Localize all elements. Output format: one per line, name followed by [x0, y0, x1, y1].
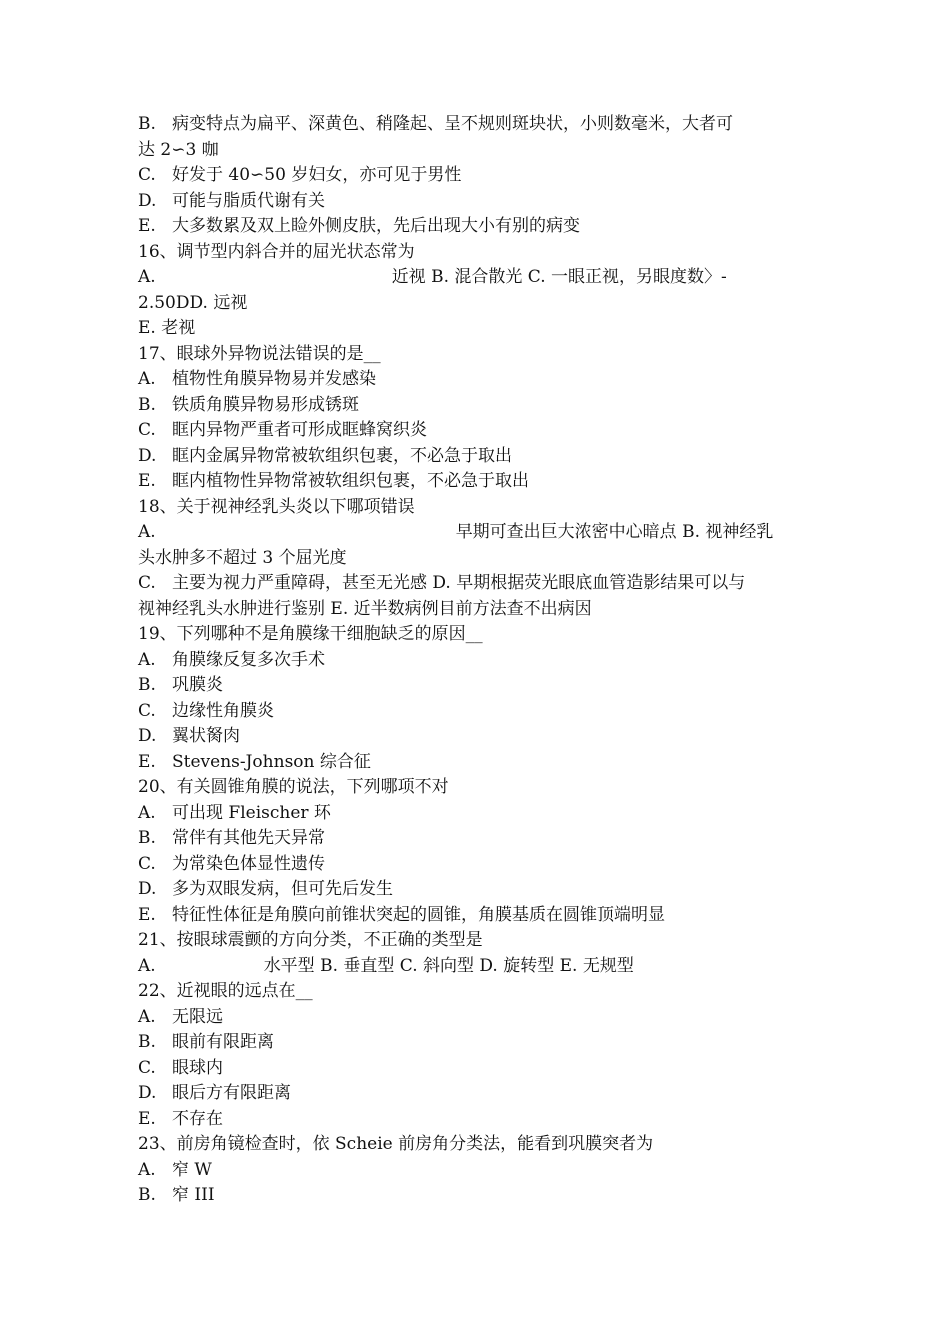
q18-options-line1: A. 早期可查出巨大浓密中心暗点 B. 视神经乳: [138, 522, 774, 542]
q20-option-a: A. 可出现 Fleischer 环: [138, 802, 331, 823]
q19-option-e: E. Stevens-Johnson 综合征: [138, 751, 371, 772]
q20-question: 20、有关圆锥角膜的说法，下列哪项不对: [138, 777, 449, 797]
q19-question: 19、下列哪种不是角膜缘干细胞缺乏的原因__: [138, 624, 483, 644]
q19-option-c: C. 边缘性角膜炎: [138, 700, 274, 721]
q16-options-line1: A. 近视 B. 混合散光 C. 一眼正视，另眼度数〉-: [138, 267, 727, 287]
q16-question: 16、调节型内斜合并的屈光状态常为: [138, 241, 415, 262]
q22-option-c: C. 眼球内: [138, 1057, 223, 1078]
q20-option-c: C. 为常染色体显性遗传: [138, 853, 325, 874]
q19-option-d: D. 翼状胬肉: [138, 726, 240, 746]
q22-option-e: E. 不存在: [138, 1108, 223, 1129]
q17-option-a: A. 植物性角膜异物易并发感染: [138, 369, 376, 389]
q16-options-line3: E. 老视: [138, 318, 196, 338]
q21-options-line1: A. 水平型 B. 垂直型 C. 斜向型 D. 旋转型 E. 无规型: [138, 955, 634, 976]
q20-option-b: B. 常伴有其他先天异常: [138, 828, 325, 848]
q15-option-b-continued: 达 2∽3 咖: [138, 139, 219, 160]
q15-option-b: B. 病变特点为扁平、深黄色、稍隆起、呈不规则斑块状，小则数毫米，大者可: [138, 114, 733, 134]
q22-option-a: A. 无限远: [138, 1006, 223, 1027]
q21-question: 21、按眼球震颤的方向分类，不正确的类型是: [138, 930, 483, 950]
document-page: [138, 112, 818, 1209]
q23-option-a: A. 窄 W: [138, 1159, 212, 1180]
q20-option-e: E. 特征性体征是角膜向前锥状突起的圆锥，角膜基质在圆锥顶端明显: [138, 904, 665, 925]
q15-option-d: D. 可能与脂质代谢有关: [138, 190, 325, 211]
q23-option-b: B. 窄 III: [138, 1185, 215, 1205]
q15-option-e: E. 大多数累及双上睑外侧皮肤，先后出现大小有别的病变: [138, 216, 580, 236]
q17-option-b: B. 铁质角膜异物易形成锈斑: [138, 394, 359, 415]
q20-option-d: D. 多为双眼发病，但可先后发生: [138, 879, 393, 899]
q23-question: 23、前房角镜检查时，依 Scheie 前房角分类法，能看到巩膜突者为: [138, 1134, 654, 1154]
q22-option-b: B. 眼前有限距离: [138, 1032, 274, 1052]
q18-options-line3: C. 主要为视力严重障碍，甚至无光感 D. 早期根据荧光眼底血管造影结果可以与: [138, 573, 746, 593]
q17-question: 17、眼球外异物说法错误的是__: [138, 343, 381, 364]
q18-options-line2: 头水肿多不超过 3 个屈光度: [138, 547, 347, 568]
q18-options-line4: 视神经乳头水肿进行鉴别 E. 近半数病例目前方法查不出病因: [138, 598, 592, 619]
q17-option-c: C. 眶内异物严重者可形成眶蜂窝织炎: [138, 420, 427, 440]
q18-question: 18、关于视神经乳头炎以下哪项错误: [138, 496, 415, 517]
q19-option-b: B. 巩膜炎: [138, 675, 223, 695]
q19-option-a: A. 角膜缘反复多次手术: [138, 649, 325, 670]
q15-option-c: C. 好发于 40∽50 岁妇女，亦可见于男性: [138, 165, 462, 185]
q17-option-d: D. 眶内金属异物常被软组织包裹，不必急于取出: [138, 445, 512, 466]
q17-option-e: E. 眶内植物性异物常被软组织包裹，不必急于取出: [138, 471, 529, 491]
q16-options-line2: 2.50DD. 远视: [138, 292, 248, 313]
q22-question: 22、近视眼的远点在__: [138, 981, 313, 1001]
q22-option-d: D. 眼后方有限距离: [138, 1083, 291, 1103]
